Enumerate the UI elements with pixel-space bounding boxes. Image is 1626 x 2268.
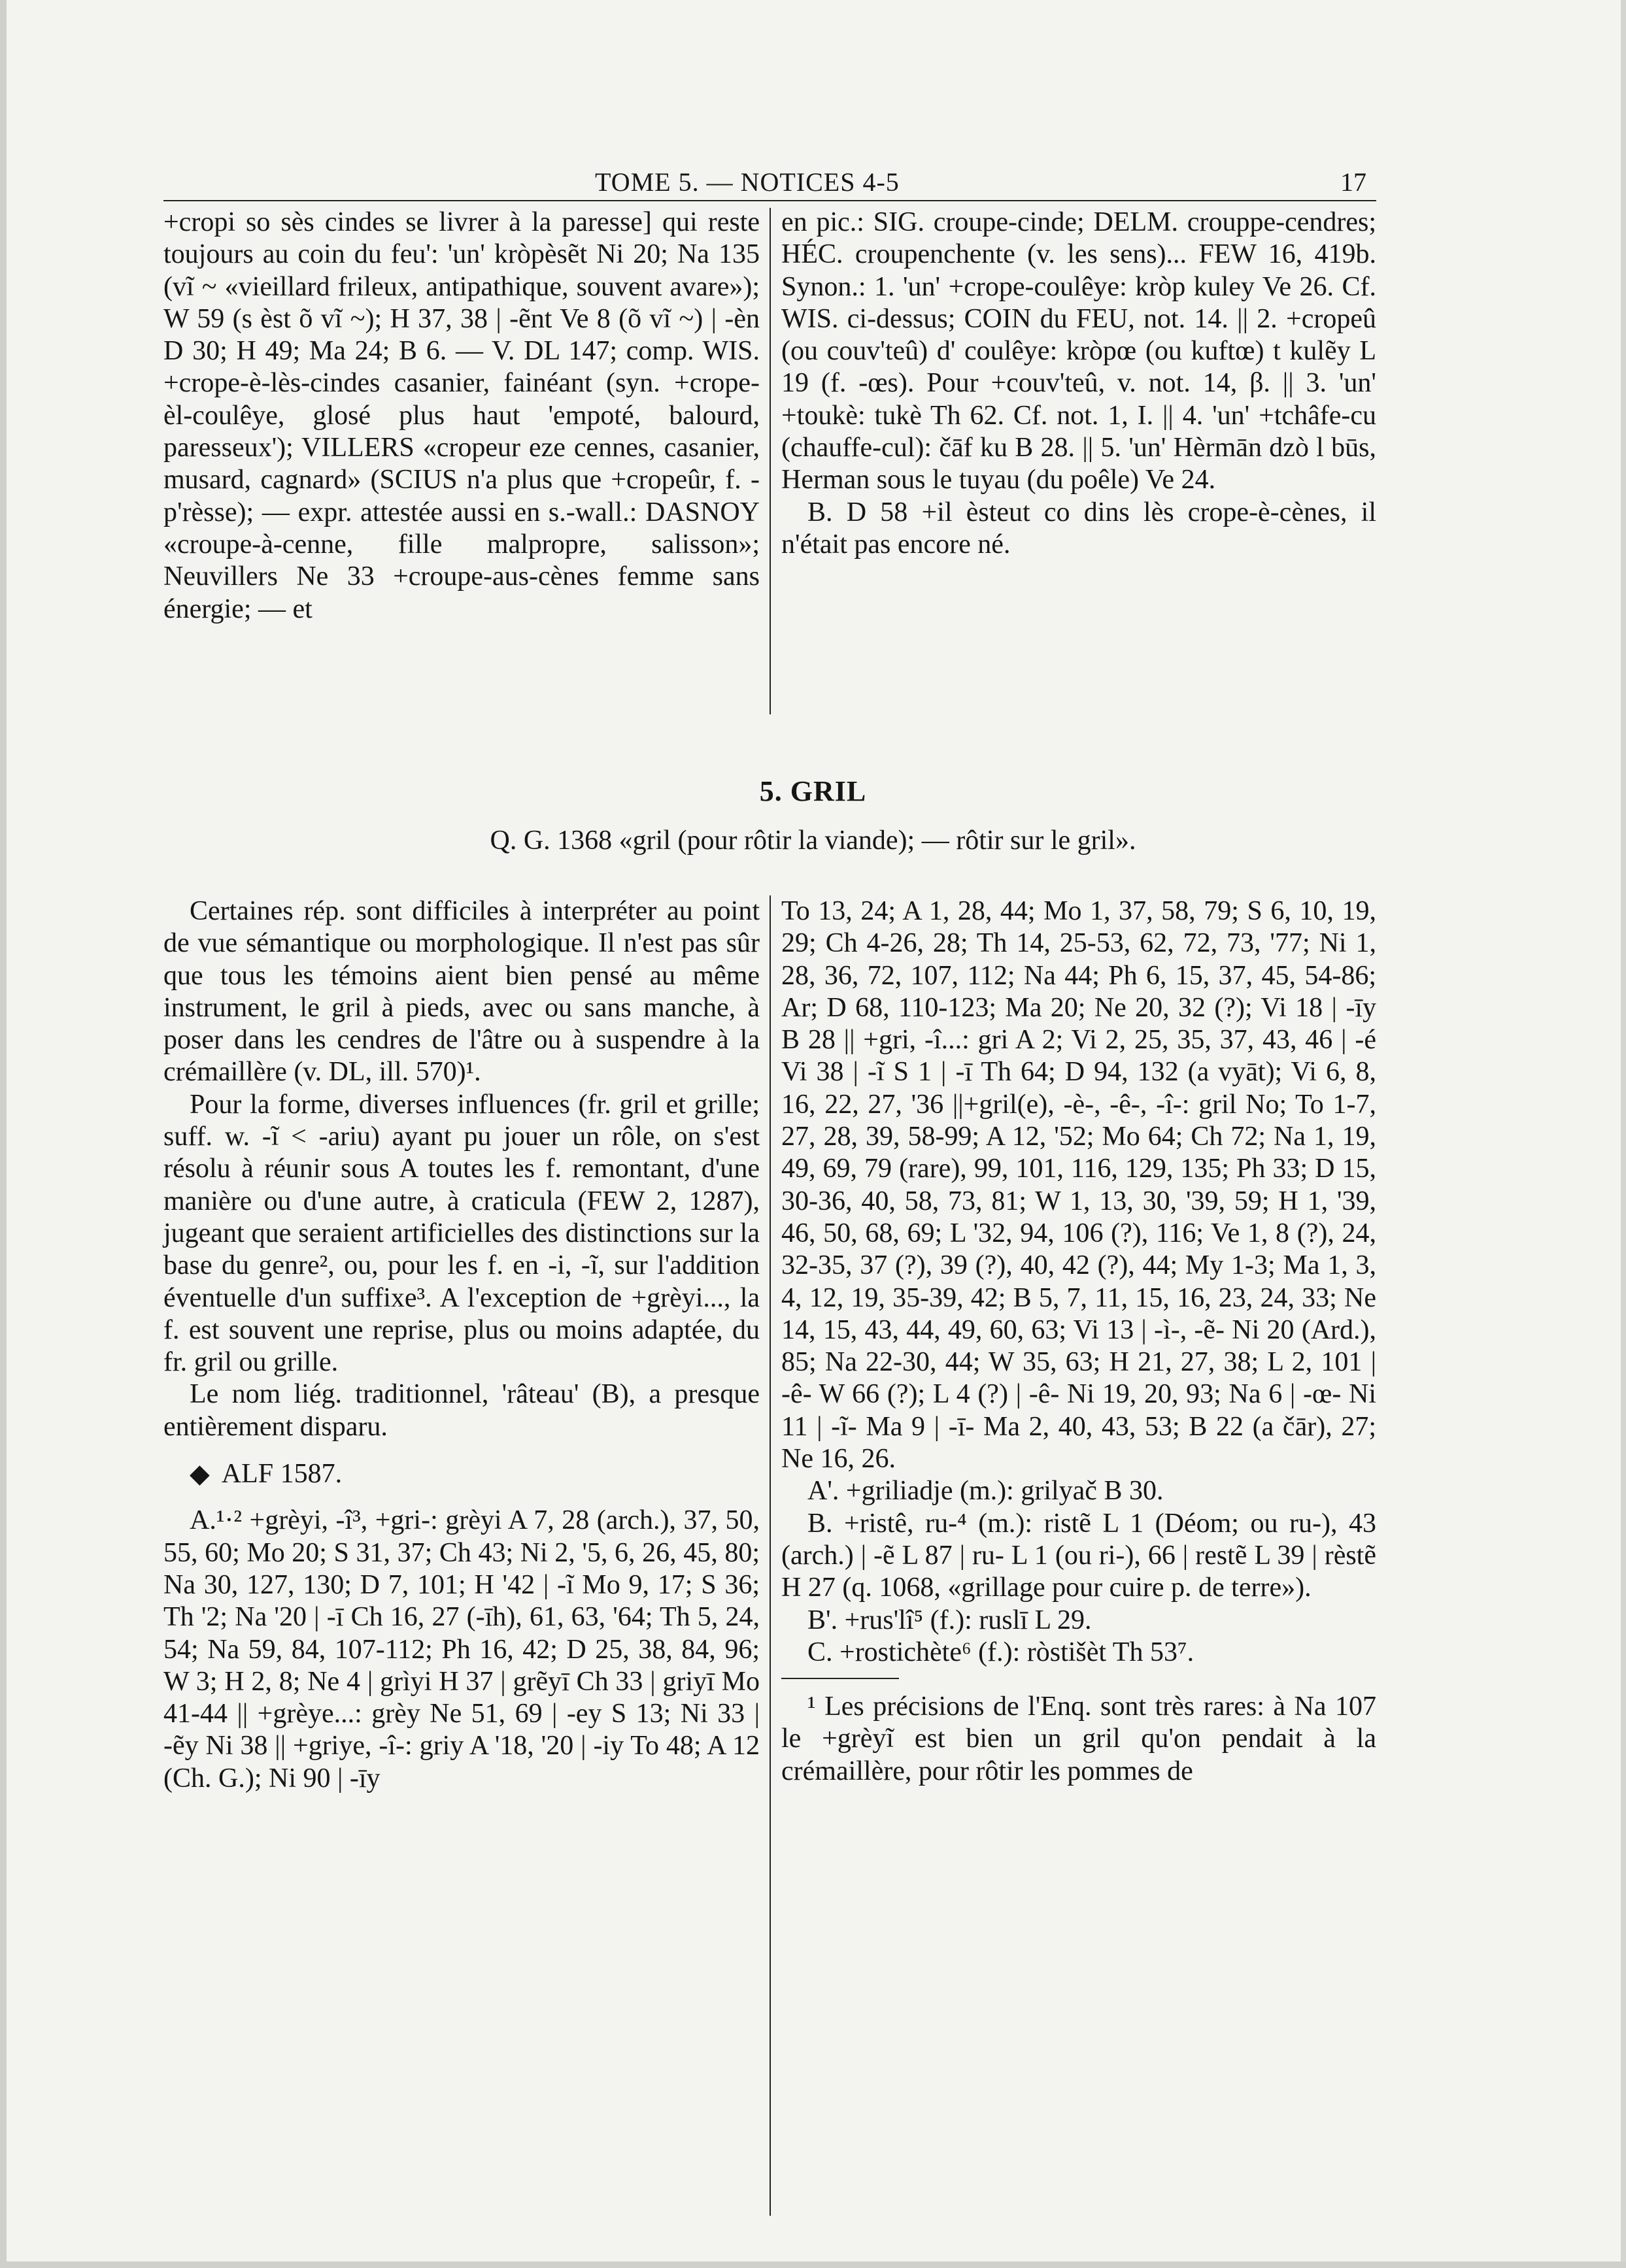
questionnaire-line: Q. G. 1368 «gril (pour rôtir la viande); — rôtir sur le gril».	[490, 825, 1136, 856]
paragraph: B. D 58 +il èsteut co dins lès crope-è-cènes, il n'était pas encore né.	[781, 497, 1376, 559]
paragraph: Pour la forme, diverses influences (fr. gril et grille; suff. w. -ĩ < -ariu) ayant pu jouer un rôle, on s'est résolu à réunir sous A toutes les f. remontant, d'une manière ou d'une autre, à craticula (FEW 2, 1287), jugeant que seraient artificielles des distinctions sur la base du genre², ou, pour les f. en -i, -ĩ, sur l'addition éventuelle d'un suffixe³. A l'exception de +grèyi..., la f. est souvent une reprise, plus ou moins adaptée, du fr. gril ou grille.	[163, 1089, 760, 1378]
map-reference-text: ALF 1587.	[221, 1459, 343, 1490]
column-divider	[770, 895, 771, 2216]
paragraph: +cropi so sès cindes se livrer à la paresse] qui reste toujours au coin du feu': 'un' kròpèsẽt Ni 20; Na 135 (vĩ ~ «vieillard frileux, antipathique, souvent avare»); W 59 (s èst õ vĩ ~); H 37, 38 | -ẽnt Ve 8 (õ vĩ ~) | -èn D 30; H 49; Ma 24; B 6. — V. DL 147; comp. WIS. +crope-è-lès-cindes casanier, fainéant (syn. +crope-èl-coulêye, glosé plus haut 'empoté, balourd, paresseux'); VILLERS «cropeur eze cennes, casanier, musard, cagnard» (SCIUS n'a plus que +cropeûr, f. -p'rèsse); — expr. attestée aussi en s.-wall.: DASNOY «croupe-à-cenne, fille malpropre, salisson»; Neuvillers Ne 33 +croupe-aus-cènes femme sans énergie; — et	[163, 207, 760, 624]
diamond-icon: ◆	[190, 1459, 210, 1489]
paragraph: Le nom liég. traditionnel, 'râteau' (B), a presque entièrement disparu.	[163, 1379, 760, 1442]
header-rule	[163, 200, 1376, 201]
main-right-column	[781, 895, 1376, 1788]
top-left-column	[163, 207, 760, 625]
paragraph: To 13, 24; A 1, 28, 44; Mo 1, 37, 58, 79; S 6, 10, 19, 29; Ch 4-26, 28; Th 14, 25-53, 62, 72, 73, '77; Ni 1, 28, 36, 72, 107, 112; Na 44; Ph 6, 15, 37, 45, 54-86; Ar; D 68, 110-123; Ma 20; Ne 20, 32 (?); Vi 18 | -īy B 28 || +gri, -î...: gri A 2; Vi 2, 25, 35, 37, 43, 46 | -é Vi 38 | -ĩ S 1 | -ī Th 64; D 94, 132 (a vyāt); Vi 6, 8, 16, 22, 27, '36 ||+gril(e), -è-, -ê-, -î-: gril No; To 1-7, 27, 28, 39, 58-99; A 12, '52; Mo 64; Ch 72; Na 1, 19, 49, 69, 79 (rare), 99, 101, 116, 129, 135; Ph 33; D 15, 30-36, 40, 58, 73, 81; W 1, 13, 30, '39, 59; H 1, '39, 46, 50, 68, 69; L '32, 94, 106 (?), 116; Ve 1, 8 (?), 24, 32-35, 37 (?), 39 (?), 40, 42 (?), 44; My 1-3; Ma 1, 3, 4, 12, 19, 35-39, 42; B 5, 7, 11, 15, 16, 23, 24, 33; Ne 14, 15, 43, 44, 49, 60, 63; Vi 13 | -ì-, -ẽ- Ni 20 (Ard.), 85; Na 22-30, 44; W 35, 63; H 21, 27, 38; L 2, 101 | -ê- W 66 (?); L 4 (?) | -ê- Ni 19, 20, 93; Na 6 | -œ- Ni 11 | -ĩ- Ma 9 | -ī- Ma 2, 40, 43, 53; B 22 (a čār), 27; Ne 16, 26.	[781, 896, 1376, 1475]
paragraph: en pic.: SIG. croupe-cinde; DELM. crouppe-cendres; HÉC. croupenchente (v. les sens)... FEW 16, 419b. Synon.: 1. 'un' +crope-coulêye: kròp kuley Ve 26. Cf. WIS. ci-dessus; COIN du FEU, not. 14. || 2. +cropeû (ou couv'teû) d' coulêye: kròpœ (ou kuftœ) t kulẽy L 19 (f. -œs). Pour +couv'teû, v. not. 14, β. || 3. 'un' +toukè: tukè Th 62. Cf. not. 1, I. || 4. 'un' +tchâfe-cu (chauffe-cul): čāf ku B 28. || 5. 'un' Hèrmān dzò l būs, Herman sous le tuyau (du poêle) Ve 24.	[781, 207, 1376, 495]
section-title: 5. GRIL	[759, 775, 867, 807]
paragraph: A'. +griliadje (m.): grilyač B 30.	[807, 1476, 1164, 1507]
top-right-column	[781, 207, 1376, 561]
scan-border-bottom	[0, 2261, 1626, 2268]
footnote-rule	[781, 1678, 899, 1679]
column-divider	[770, 208, 771, 714]
paragraph: B'. +rus'lî⁵ (f.): ruslī L 29.	[807, 1605, 1092, 1635]
scan-border-right	[1621, 0, 1626, 2268]
paragraph: A.¹·² +grèyi, -î³, +gri-: grèyi A 7, 28 (arch.), 37, 50, 55, 60; Mo 20; S 31, 37; Ch 43; Ni 2, '5, 6, 26, 45, 80; Na 30, 127, 130; D 7, 101; H '42 | -ĩ Mo 9, 17; S 36; Th '2; Na '20 | -ī Ch 16, 27 (-īh), 61, 63, '64; Th 5, 24, 54; Na 59, 84, 107-112; Ph 16, 42; D 25, 38, 84, 96; W 3; H 2, 8; Ne 4 | grìyi H 37 | grẽyī Ch 33 | griyī Mo 41-44 || +grèye...: grèy Ne 51, 69 | -ey S 13; Ni 33 | -ẽy Ni 38 || +griye, -î-: griy A '18, '20 | -iy To 48; A 12 (Ch. G.); Ni 90 | -īy	[163, 1505, 760, 1793]
map-reference	[163, 1458, 760, 1490]
page-number: 17	[1340, 167, 1366, 197]
scan-border-left	[0, 0, 7, 2268]
footnote: ¹ Les précisions de l'Enq. sont très rares: à Na 107 le +grèyĩ est bien un gril qu'on pendait à la crémaillère, pour rôtir les pommes de	[781, 1692, 1376, 1786]
running-head: TOME 5. — NOTICES 4-5	[595, 167, 900, 197]
paragraph: C. +rostichète⁶ (f.): ròstišèt Th 53⁷.	[807, 1637, 1194, 1667]
main-left-column	[163, 895, 760, 1795]
paragraph: Certaines rép. sont difficiles à interpréter au point de vue sémantique ou morphologique. Il n'est pas sûr que tous les témoins aient bien pensé au même instrument, le gril à pieds, avec ou sans manche, à poser dans les cendres de l'âtre ou à suspendre à la crémaillère (v. DL, ill. 570)¹.	[163, 896, 760, 1088]
paragraph: B. +ristê, ru-⁴ (m.): ristẽ L 1 (Déom; ou ru-), 43 (arch.) | -ẽ L 87 | ru- L 1 (ou ri-), 66 | restẽ L 39 | rèstẽ H 27 (q. 1068, «grillage pour cuire p. de terre»).	[781, 1508, 1376, 1603]
